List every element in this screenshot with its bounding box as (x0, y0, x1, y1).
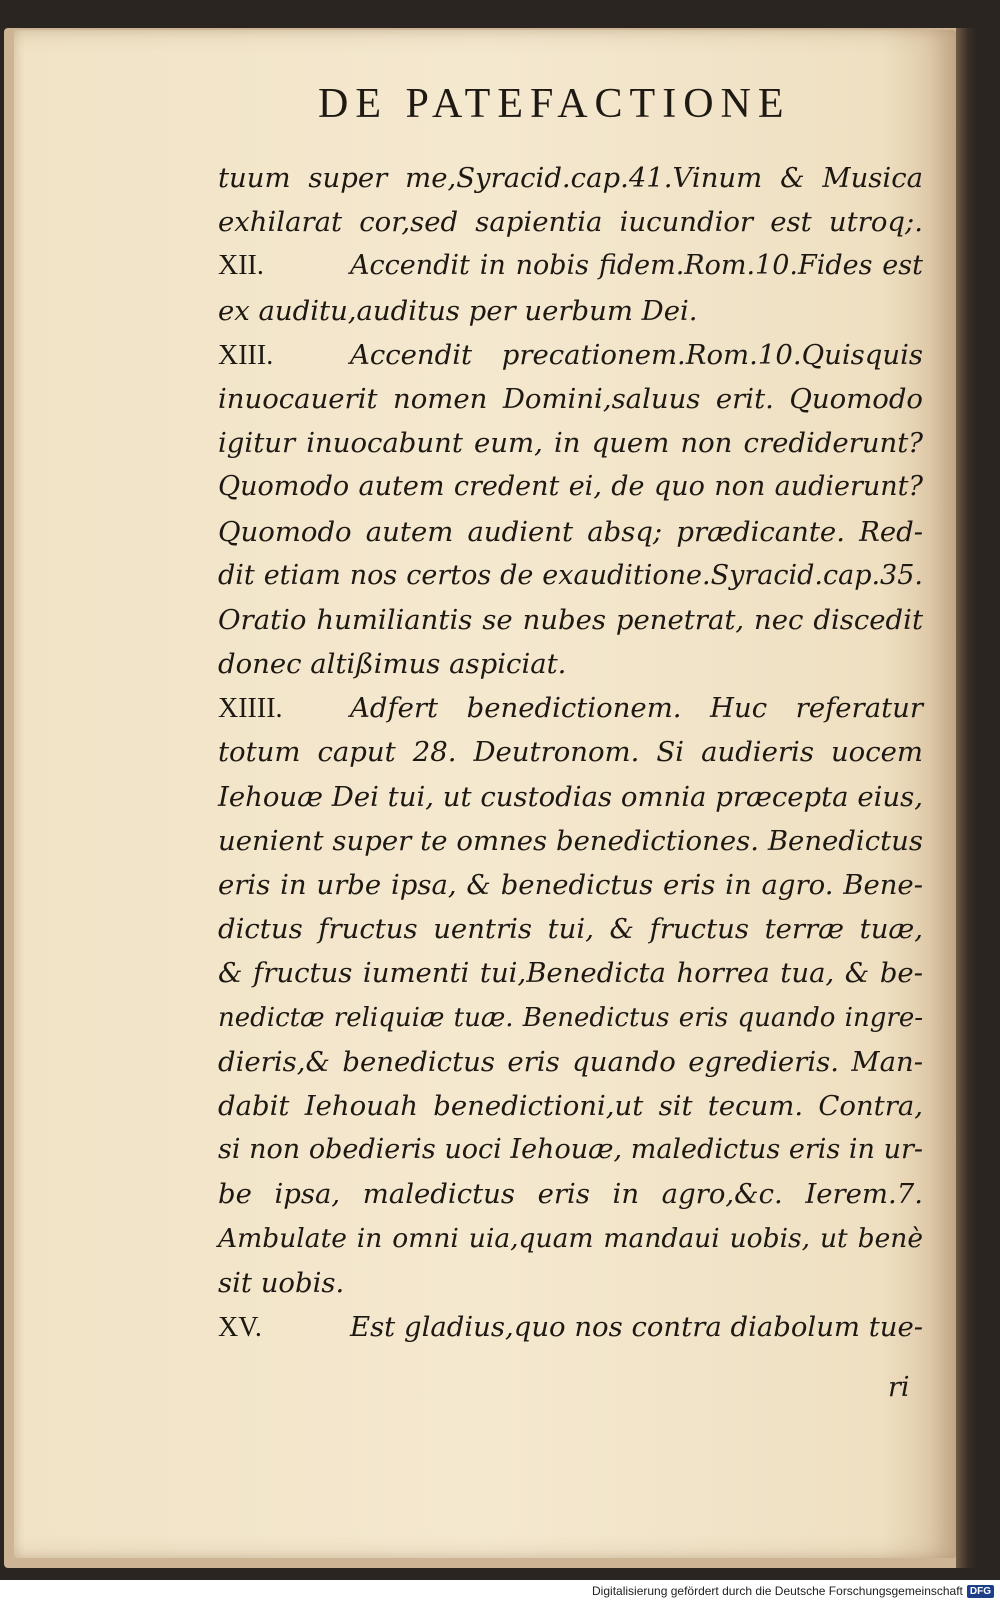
text-line (218, 156, 923, 200)
text-line (218, 598, 923, 642)
line-text: uenient super te omnes benedictiones. Benedictus (218, 824, 923, 857)
line-text: si non obedieris uoci Iehouæ, maledictus eris in ur- (218, 1134, 923, 1166)
line-text: dabit Iehouah benedictioni,ut sit tecum. Contra, (218, 1089, 923, 1122)
paragraph-number: XIIII. (218, 693, 283, 725)
text-line (218, 642, 923, 686)
text-line (218, 686, 923, 730)
line-text: exhilarat cor,sed sapientia iucundior est utroq;. (218, 206, 923, 239)
text-line (218, 996, 923, 1040)
line-text: ex auditu,auditus per uerbum Dei. (218, 294, 698, 327)
line-text: totum caput 28. Deutronom. Si audieris uocem (218, 736, 923, 769)
catchword: ri (888, 1372, 910, 1403)
text-line (218, 1040, 923, 1084)
line-text: nedictæ reliquiæ tuæ. Benedictus eris quando ingre- (218, 1002, 923, 1033)
paragraph-number: XII. (218, 250, 264, 282)
line-text: Accendit precationem.Rom.10.Quisquis (350, 338, 923, 371)
text-line (218, 465, 923, 509)
text-line (218, 510, 923, 554)
paragraph-number: XV. (218, 1311, 262, 1343)
line-text: dieris,& benedictus eris quando egredieris. Man- (218, 1045, 923, 1078)
text-line (218, 1128, 923, 1172)
text-line (218, 819, 923, 863)
book-gutter (956, 28, 976, 1568)
text-block (218, 156, 923, 1349)
line-text: igitur inuocabunt eum, in quem non crediderunt? (218, 427, 923, 460)
line-text: eris in urbe ipsa, & benedictus eris in agro. Bene- (218, 869, 923, 901)
text-line (218, 333, 923, 377)
dfg-logo: DFG (967, 1585, 994, 1598)
line-text: Oratio humiliantis se nubes penetrat, nec discedit (218, 603, 923, 636)
text-line (218, 907, 923, 951)
line-text: dit etiam nos certos de exauditione.Syracid.cap.35. (218, 559, 923, 591)
text-line (218, 775, 923, 819)
line-text: Ambulate in omni uia,quam mandaui uobis, ut benè (218, 1222, 923, 1254)
line-text: Est gladius,quo nos contra diabolum tue- (350, 1310, 924, 1343)
text-line (218, 377, 923, 421)
text-line (218, 951, 923, 995)
text-line (218, 1217, 923, 1261)
line-text: Quomodo autem credent ei, de quo non audierunt? (218, 471, 923, 503)
line-text: dictus fructus uentris tui, & fructus terræ tuæ, (218, 913, 923, 946)
line-text: Adfert benedictionem. Huc referatur (350, 692, 923, 725)
text-line (218, 289, 923, 333)
text-line (218, 244, 923, 288)
text-line (218, 863, 923, 907)
text-line (218, 730, 923, 774)
line-text: Accendit in nobis fidem.Rom.10.Fides est (350, 250, 923, 282)
line-text: Iehouæ Dei tui, ut custodias omnia præcepta eius, (218, 780, 923, 813)
line-text: be ipsa, maledictus eris in agro,&c. Ierem.7. (218, 1178, 923, 1211)
line-text: inuocauerit nomen Domini,saluus erit. Quomodo (218, 382, 923, 415)
line-text: Quomodo autem audient absq; prædicante. Red- (218, 515, 923, 548)
footer-text: Digitalisierung gefördert durch die Deutsche Forschungsgemeinschaft (592, 1584, 963, 1598)
text-line (218, 1261, 923, 1305)
text-line (218, 1084, 923, 1128)
line-text: donec altißimus aspiciat. (218, 648, 567, 681)
text-line (218, 421, 923, 465)
text-line (218, 1172, 923, 1216)
paragraph-number: XIII. (218, 339, 274, 371)
text-line (218, 1305, 923, 1349)
line-text: tuum super me,Syracid.cap.41.Vinum & Musica (218, 162, 923, 194)
text-line (218, 554, 923, 598)
line-text: sit uobis. (218, 1266, 345, 1299)
line-text: & fructus iumenti tui,Benedicta horrea tua, & be- (218, 957, 923, 990)
digitization-footer (592, 1584, 994, 1598)
running-head: DE PATEFACTIONE (318, 81, 791, 127)
text-line (218, 200, 923, 244)
